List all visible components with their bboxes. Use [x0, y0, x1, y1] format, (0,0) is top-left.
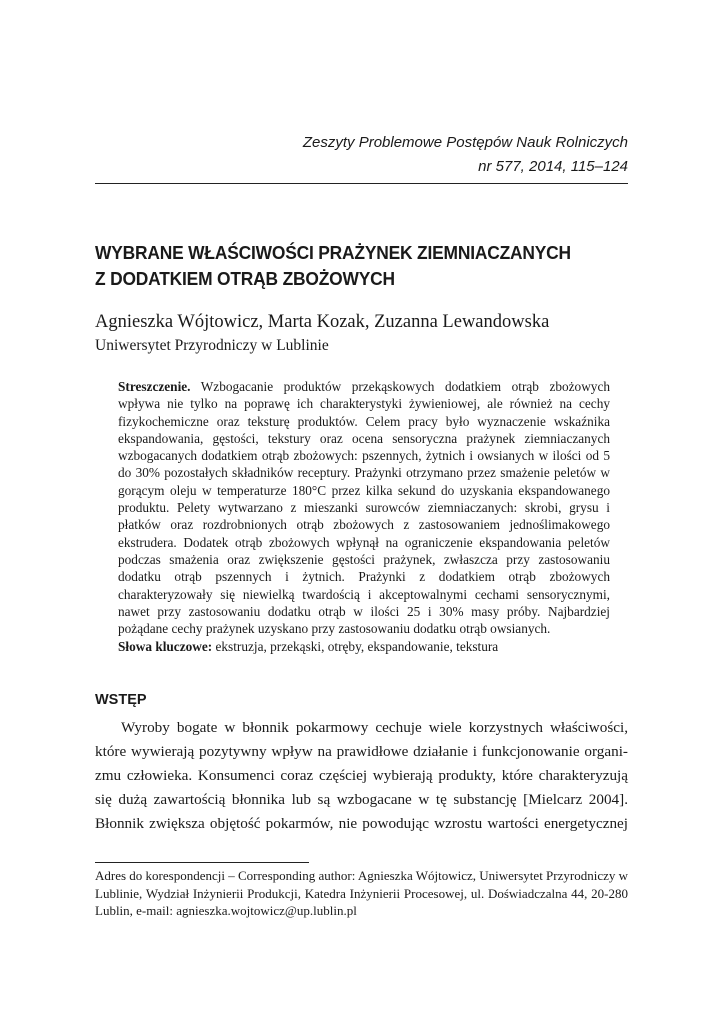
- header-rule: [95, 183, 628, 184]
- abstract-text: Wzbogacanie produktów przekąskowych dodatkiem otrąb zbożowych wpływa nie tylko na poprawę ich charakterystyki żywieniowej, ale również na cechy fizykochemiczne oraz teksturę produktów. Celem pracy było wyznaczenie wskaźnika ekspandowania, gęstości, tekstury oraz ocena sensoryczna prażynek ziemniaczanych wzbogacanych dodatkiem otrąb zbożowych: pszennych, żytnich i owsianych w ilości od 5 do 30% pozostałych składników receptury. Prażynki otrzymano przez smażenie peletów w gorącym oleju w temperaturze 180°C przez kilka sekund do uzyskania ekspandowanego produktu. Pelety wytwarzano z mieszanki surowców ziemniaczanych: skrobi, grysu i płatków oraz rozdrobnionych otrąb zbożowych z zastosowaniem jednoślimakowego ekstrudera. Dodatek otrąb zbożowych wpłynął na ograniczenie ekspandowania peletów podczas smażenia oraz zwiększenie gęstości prażynek, zwłaszcza przy zastosowaniu dodatku otrąb pszennych i żytnich. Prażynki z dodatkiem otrąb zbożowych charakteryzowały się niewielką twardością i akceptowalnymi cechami sensorycznymi, nawet przy zastosowaniu dodatku otrąb w ilości 25 i 30% masy próby. Najbardziej pożądane cechy prażynek uzyskano przy zastosowaniu dodatku otrąb owsianych.: [118, 379, 610, 637]
- body-line: Wyroby bogate w błonnik pokarmowy cechuje wiele korzystnych właściwości,: [121, 719, 628, 736]
- footnote: Adres do korespondencji – Corresponding author: Agnieszka Wójtowicz, Uniwersytet Przyrodniczy w Lublinie, Wydział Inżynierii Produkcji, Katedra Inżynierii Procesowej, ul. Doświadczalna 44, 20-280 Lublin, e-mail: agnieszka.wojtowicz@up.lublin.pl: [95, 868, 628, 919]
- article-title: [95, 240, 603, 292]
- journal-name: Zeszyty Problemowe Postępów Nauk Rolniczych: [302, 134, 628, 151]
- authors: Agnieszka Wójtowicz, Marta Kozak, Zuzanna Lewandowska: [95, 312, 550, 332]
- keywords: [118, 638, 610, 656]
- keywords-text: ekstruzja, przekąski, otręby, ekspandowanie, tekstura: [212, 639, 499, 654]
- body-line: które wywierają pozytywny wpływ na prawidłowe działanie i funkcjonowanie organi-: [95, 743, 628, 760]
- journal-header: [95, 131, 628, 179]
- keywords-label: Słowa kluczowe:: [118, 639, 213, 654]
- footnote-rule: [95, 862, 309, 863]
- abstract-label: Streszczenie.: [118, 379, 191, 394]
- title-line-2: Z DODATKIEM OTRĄB ZBOŻOWYCH: [95, 268, 395, 289]
- section-heading: WSTĘP: [95, 692, 147, 708]
- body-text: [95, 716, 628, 836]
- abstract: [118, 378, 610, 637]
- journal-issue: nr 577, 2014, 115–124: [478, 158, 628, 175]
- affiliation: Uniwersytet Przyrodniczy w Lublinie: [95, 337, 329, 354]
- title-line-1: WYBRANE WŁAŚCIWOŚCI PRAŻYNEK ZIEMNIACZANYCH: [95, 242, 571, 263]
- body-line: się dużą zawartością błonnika lub są wzbogacane w tę substancję [Mielcarz 2004].: [95, 791, 628, 808]
- body-line: Błonnik zwiększa objętość pokarmów, nie powodując wzrostu wartości energetycznej: [95, 815, 628, 832]
- body-line: zmu człowieka. Konsumenci coraz częściej wybierają produkty, które charakteryzują: [95, 767, 628, 784]
